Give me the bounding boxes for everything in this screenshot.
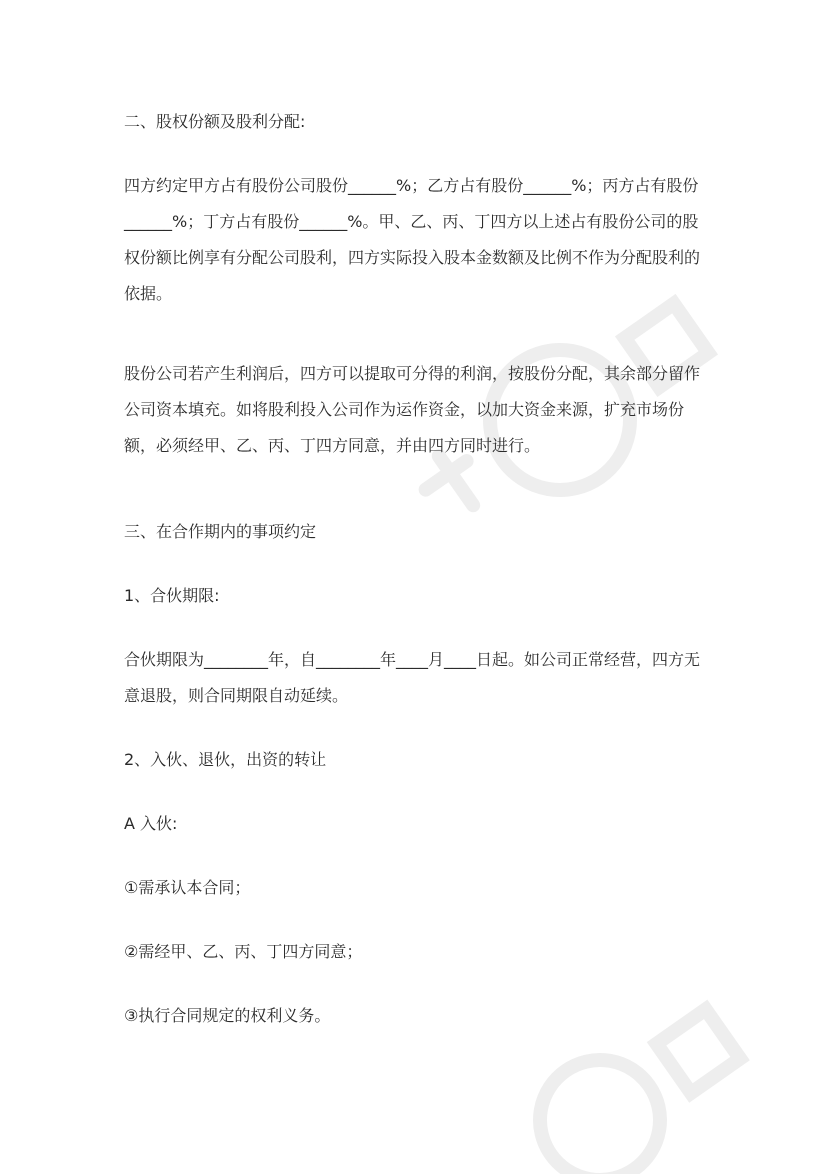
section-2-heading: 二、股权份额及股利分配: bbox=[124, 112, 306, 131]
item-a-heading: A 入伙: bbox=[124, 814, 178, 833]
condition-2: ②需经甲、乙、丙、丁四方同意； bbox=[124, 942, 363, 961]
paragraph-profit-distribution: 股份公司若产生利润后，四方可以提取可分得的利润，按股份分配，其余部分留作公司资本填充。如将股利投入公司作为运作资金，以加大资金来源，扩充市场份额，必须经甲、乙、丙、丁四方同意，并由四方同时进行。 bbox=[124, 364, 701, 455]
condition-3: ③执行合同规定的权利义务。 bbox=[124, 1006, 331, 1025]
item-1-heading: 1、合伙期限: bbox=[124, 586, 220, 605]
item-2-heading: 2、入伙、退伙，出资的转让 bbox=[124, 750, 327, 769]
condition-1: ①需承认本合同； bbox=[124, 878, 251, 897]
paragraph-partnership-term: 合伙期限为________年，自________年____月____日起。如公司正常经营，四方无意退股，则合同期限自动延续。 bbox=[124, 650, 701, 705]
section-3-heading: 三、在合作期内的事项约定 bbox=[124, 522, 317, 541]
paragraph-equity-shares: 四方约定甲方占有股份公司股份______%；乙方占有股份______%；丙方占有股份______%；丁方占有股份______%。甲、乙、丙、丁四方以上述占有股份公司的股权份额比例享有分配公司股利，四方实际投入股本金数额及比例不作为分配股利的依据。 bbox=[124, 176, 701, 303]
